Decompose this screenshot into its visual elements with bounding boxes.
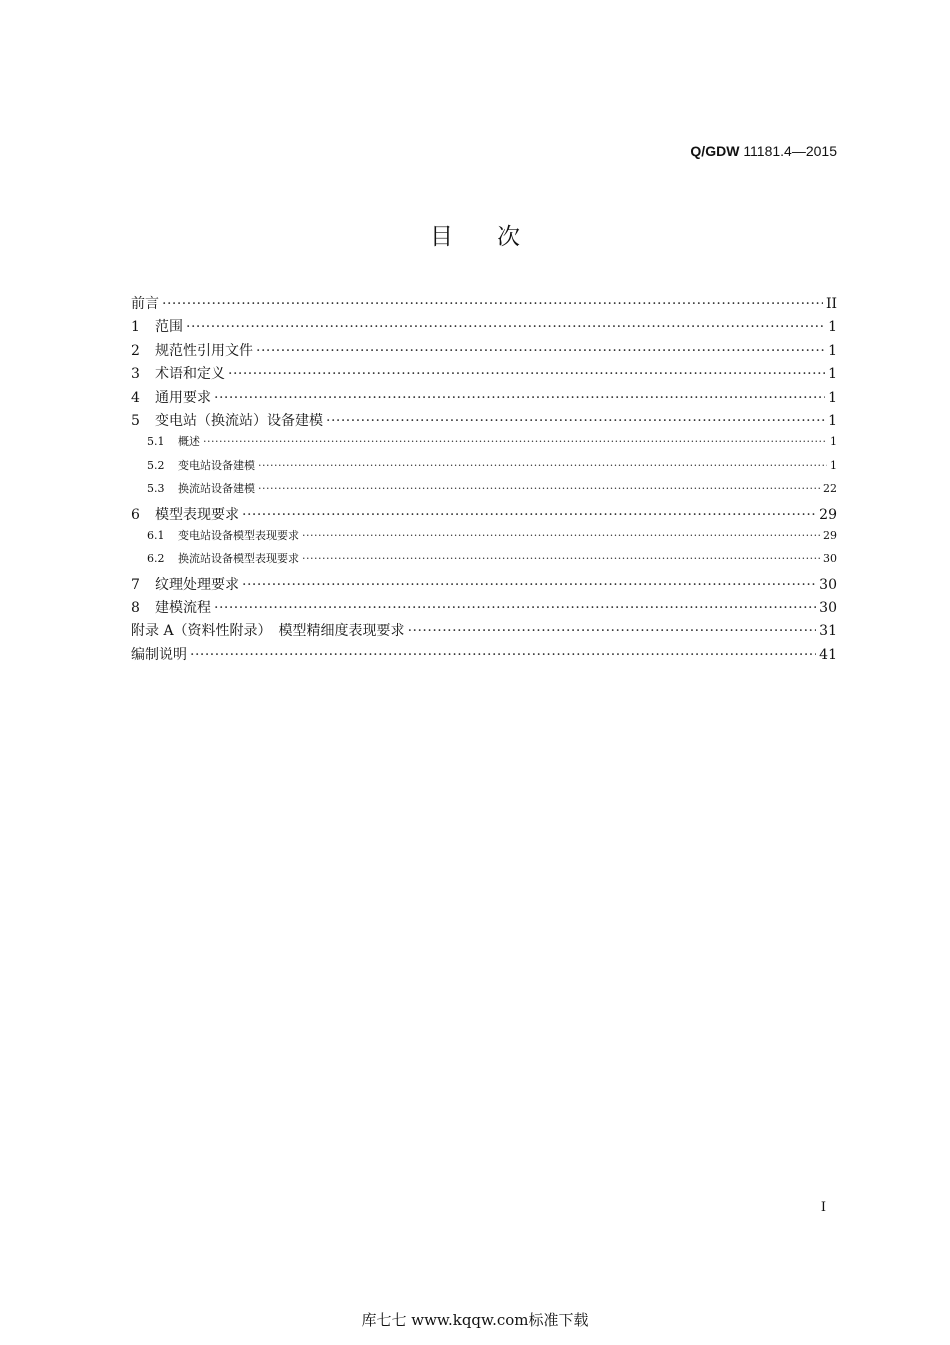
toc-dot-leader [302,552,820,565]
toc-dot-leader [190,647,816,663]
toc-dot-leader [242,577,816,593]
toc-entry-label: 术语和定义 [155,366,225,383]
toc-entry-page: 1 [828,366,837,383]
toc-entry-page: 30 [823,552,837,566]
toc-entry-number: 5 [131,412,140,429]
toc-entry-page: II [825,296,837,312]
toc-dot-leader [326,413,825,429]
toc-entry-label: 编制说明 [131,646,187,663]
document-code [690,143,837,159]
toc-entry[interactable] [131,574,837,597]
toc-entry-page: 29 [819,506,837,523]
toc-entry-label: 模型表现要求 [155,506,239,523]
toc-entry-label: 变电站（换流站）设备建模 [155,412,323,429]
toc-entry-number: 5.2 [147,458,165,472]
toc-dot-leader [214,390,825,406]
toc-entry-page: 1 [830,458,837,472]
toc-entry-label: 概述 [178,435,200,449]
toc-dot-leader [186,319,825,335]
toc-entry[interactable] [131,620,837,643]
toc-entry[interactable] [131,340,837,363]
toc-entry-number: 5.3 [147,482,165,496]
toc-entry-label: 前言 [131,296,159,312]
toc-entry-label: 换流站设备建模 [178,482,255,496]
toc-dot-leader [302,529,820,542]
toc-entry[interactable] [131,480,837,503]
toc-entry-label: 纹理处理要求 [155,576,239,593]
toc-entry[interactable] [131,410,837,433]
toc-entry-page: 1 [828,319,837,336]
toc-dot-leader [242,507,816,523]
toc-entry-number: 1 [131,319,140,336]
toc-entry-number: 6.1 [147,528,165,542]
toc-entry[interactable] [131,316,837,339]
toc-entry[interactable] [131,387,837,410]
toc-entry-number: 6.2 [147,552,165,566]
toc-dot-leader [203,435,827,448]
toc-entry-page: 41 [819,646,837,663]
toc-entry-number: 5.1 [147,435,165,449]
toc-entry[interactable] [131,433,837,456]
toc-entry-page: 1 [828,412,837,429]
toc-entry-number: 2 [131,342,140,359]
toc-entry[interactable] [131,597,837,620]
page-title: 目次 [430,224,564,250]
toc-entry[interactable] [131,504,837,527]
toc-entry-number: 3 [131,366,140,383]
document-code-prefix: Q/GDW [690,143,740,159]
toc-entry-number: 4 [131,389,140,406]
toc-dot-leader [256,343,825,359]
toc-entry-label: 规范性引用文件 [155,342,253,359]
toc-entry-label: 通用要求 [155,389,211,406]
toc-dot-leader [258,482,820,495]
toc-entry[interactable] [131,457,837,480]
toc-dot-leader [214,600,816,616]
table-of-contents [131,293,837,667]
toc-entry-label: 范围 [155,319,183,336]
toc-entry-label: 变电站设备建模 [178,458,255,472]
toc-entry[interactable] [131,527,837,550]
toc-entry-label: 换流站设备模型表现要求 [178,552,299,566]
toc-entry-page: 22 [823,482,837,496]
toc-entry-label: 附录 A（资料性附录） 模型精细度表现要求 [131,623,405,640]
toc-entry-number: 7 [131,576,140,593]
toc-entry-page: 30 [819,600,837,617]
toc-entry-page: 1 [828,389,837,406]
toc-entry-page: 1 [830,435,837,449]
toc-entry-number: 6 [131,506,140,523]
toc-entry-label: 建模流程 [155,600,211,617]
toc-entry[interactable] [131,363,837,386]
toc-entry-page: 1 [828,342,837,359]
toc-entry-number: 8 [131,600,140,617]
toc-dot-leader [408,623,817,639]
document-code-number: 11181.4—2015 [743,143,837,159]
toc-entry[interactable] [131,644,837,667]
toc-entry-page: 30 [819,576,837,593]
toc-entry-label: 变电站设备模型表现要求 [178,528,299,542]
page-number: I [820,1200,826,1215]
footer-watermark: 库七七 www.kqqw.com标准下载 [361,1311,589,1329]
toc-entry-page: 29 [823,528,837,542]
toc-dot-leader [162,296,823,312]
toc-entry[interactable] [131,293,837,316]
toc-entry-page: 31 [819,623,837,640]
toc-dot-leader [258,459,827,472]
toc-entry[interactable] [131,550,837,573]
toc-dot-leader [228,366,825,382]
